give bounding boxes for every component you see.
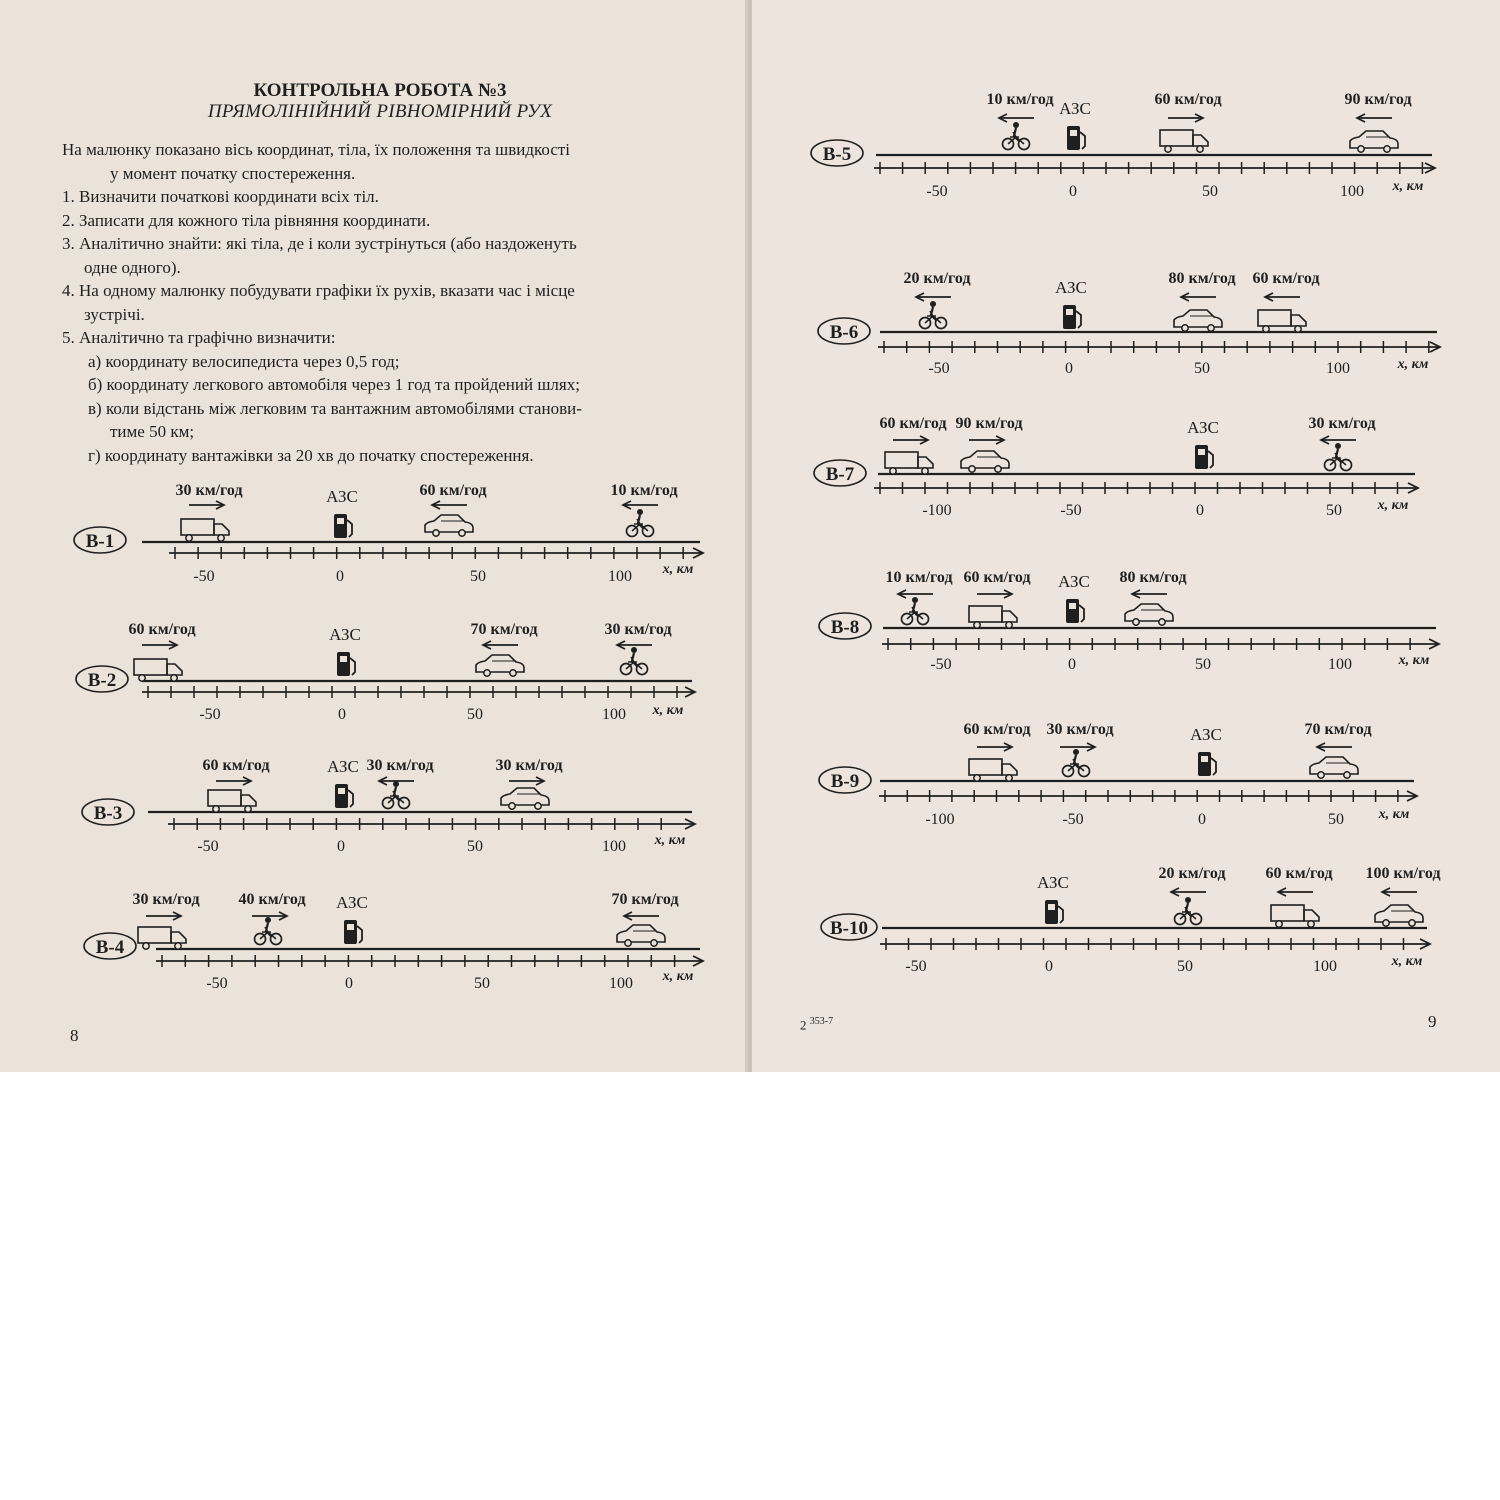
variant-label: В-5	[822, 144, 852, 165]
speed-label: 90 км/год	[1344, 91, 1412, 108]
car-icon	[1350, 131, 1398, 152]
task-5c-line-2: тиме 50 км;	[110, 422, 195, 441]
task-5b: б) координату легкового автомобіля через 1 год та пройдений шлях;	[88, 375, 580, 394]
axis-tick-label: 0	[1068, 656, 1076, 673]
gas-station-label: АЗС	[1190, 725, 1222, 744]
car-icon	[501, 788, 549, 809]
speed-label: 30 км/год	[1308, 415, 1376, 432]
gas-pump-icon	[334, 514, 352, 538]
truck-icon	[969, 606, 1017, 628]
axis-tick-label: -50	[928, 360, 950, 377]
speed-label: 20 км/год	[903, 270, 971, 287]
speed-label: 70 км/год	[1304, 721, 1372, 738]
gas-station-label: АЗС	[1187, 418, 1219, 437]
axis-tick-label: -50	[206, 975, 228, 992]
speed-label: 30 км/год	[495, 757, 563, 774]
axis-tick-label: 100	[602, 706, 626, 723]
gas-pump-icon	[1063, 305, 1081, 329]
axis-tick-label: 100	[602, 838, 626, 855]
gas-pump-icon	[337, 652, 355, 676]
axis-tick-label: 0	[1196, 502, 1204, 519]
axis-tick-label: 50	[474, 975, 490, 992]
axis-tick-label: 0	[1045, 958, 1053, 975]
gas-pump-icon	[1198, 752, 1216, 776]
speed-label: 60 км/год	[202, 757, 270, 774]
truck-icon	[969, 759, 1017, 781]
axis-tick-label: 50	[1328, 811, 1344, 828]
speed-label: 60 км/год	[419, 482, 487, 499]
variant-label: В-2	[87, 670, 117, 691]
axis-tick-label: -50	[905, 958, 927, 975]
bicycle-icon	[1003, 122, 1030, 150]
bicycle-icon	[255, 917, 282, 945]
truck-icon	[181, 519, 229, 541]
speed-label: 30 км/год	[175, 482, 243, 499]
variant-figure-9	[819, 721, 1417, 828]
speed-label: 60 км/год	[963, 721, 1031, 738]
variant-figure-7	[814, 415, 1418, 519]
bicycle-icon	[1175, 897, 1202, 925]
axis-tick-label: 50	[1202, 183, 1218, 200]
truck-icon	[1160, 130, 1208, 152]
speed-label: 60 км/год	[1154, 91, 1222, 108]
car-icon	[617, 925, 665, 946]
axis-tick-label: 0	[1198, 811, 1206, 828]
axis-tick-label: 0	[338, 706, 346, 723]
bicycle-icon	[1063, 749, 1090, 777]
task-3-line-1: 3. Аналітично знайти: які тіла, де і коли зустрінуться (або наздоженуть	[62, 234, 577, 253]
gas-pump-icon	[1195, 445, 1213, 469]
variant-label: В-9	[830, 771, 860, 792]
axis-tick-label: -50	[1060, 502, 1082, 519]
axis-tick-label: 50	[1194, 360, 1210, 377]
axis-tick-label: -50	[926, 183, 948, 200]
variant-label: В-1	[85, 531, 115, 552]
gas-station-label: АЗС	[1037, 873, 1069, 892]
signature-code: 353-7	[809, 1016, 834, 1027]
bicycle-icon	[627, 509, 654, 537]
speed-label: 80 км/год	[1119, 569, 1187, 586]
gas-pump-icon	[1045, 900, 1063, 924]
axis-tick-label: -100	[925, 811, 955, 828]
axis-tick-label: 0	[337, 838, 345, 855]
axis-tick-label: 100	[609, 975, 633, 992]
speed-label: 30 км/год	[132, 891, 200, 908]
axis-tick-label: -100	[922, 502, 952, 519]
intro-line-2: у момент початку спостереження.	[110, 163, 356, 183]
speed-label: 10 км/год	[885, 569, 953, 586]
page-subtitle: ПРЯМОЛІНІЙНИЙ РІВНОМІРНИЙ РУХ	[207, 101, 553, 122]
task-4-line-2: зустрічі.	[84, 304, 145, 324]
gas-station-label: АЗС	[326, 487, 358, 506]
task-2: 2. Записати для кожного тіла рівняння координати.	[62, 210, 431, 230]
intro-line-1: На малюнку показано вісь координат, тіла, їх положення та швидкості	[62, 140, 571, 159]
gas-station-label: АЗС	[1059, 99, 1091, 118]
speed-label: 20 км/год	[1158, 865, 1226, 882]
axis-unit-label: х, км	[662, 562, 694, 577]
variant-label: В-7	[825, 464, 855, 485]
gas-pump-icon	[1066, 599, 1084, 623]
task-5d: г) координату вантажівки за 20 хв до початку спостереження.	[88, 445, 534, 465]
task-1: 1. Визначити початкові координати всіх тіл.	[62, 187, 379, 206]
axis-tick-label: 100	[1328, 656, 1352, 673]
bicycle-icon	[1325, 443, 1352, 471]
task-4-line-1: 4. На одному малюнку побудувати графіки їх рухів, вказати час і місце	[62, 281, 575, 300]
bicycle-icon	[920, 301, 947, 329]
car-icon	[1174, 310, 1222, 331]
axis-tick-label: -50	[193, 568, 215, 585]
variant-label: В-8	[830, 617, 860, 638]
truck-icon	[1258, 310, 1306, 332]
axis-unit-label: х, км	[1392, 179, 1424, 194]
axis-unit-label: х, км	[1377, 498, 1409, 513]
variant-figure-10	[821, 865, 1441, 975]
speed-label: 60 км/год	[128, 621, 196, 638]
axis-unit-label: х, км	[1391, 954, 1423, 969]
axis-tick-label: 50	[1177, 958, 1193, 975]
speed-label: 70 км/год	[611, 891, 679, 908]
axis-tick-label: 50	[1195, 656, 1211, 673]
variant-figure-3	[82, 757, 695, 855]
truck-icon	[1271, 905, 1319, 927]
speed-label: 60 км/год	[1265, 865, 1333, 882]
signature-number: 2	[800, 1017, 807, 1033]
axis-tick-label: 0	[1069, 183, 1077, 200]
axis-tick-label: 100	[1313, 958, 1337, 975]
gas-station-label: АЗС	[329, 625, 361, 644]
task-5c-line-1: в) коли відстань між легковим та вантажним автомобілями станови-	[88, 398, 582, 418]
axis-tick-label: -50	[930, 656, 952, 673]
car-icon	[1310, 757, 1358, 778]
axis-unit-label: х, км	[654, 833, 686, 848]
speed-label: 60 км/год	[963, 569, 1031, 586]
axis-unit-label: х, км	[662, 969, 694, 984]
variant-label: В-10	[830, 918, 868, 939]
speed-label: 30 км/год	[1046, 721, 1114, 738]
axis-tick-label: -50	[199, 706, 221, 723]
speed-label: 60 км/год	[879, 415, 947, 432]
speed-label: 60 км/год	[1252, 270, 1320, 287]
axis-unit-label: х, км	[1378, 807, 1410, 822]
variant-figure-5	[811, 91, 1435, 200]
speed-label: 40 км/год	[238, 891, 306, 908]
car-icon	[961, 451, 1009, 472]
bicycle-icon	[902, 597, 929, 625]
gas-station-label: АЗС	[327, 757, 359, 776]
variant-figure-6	[818, 270, 1440, 377]
page-title: КОНТРОЛЬНА РОБОТА №3	[253, 80, 507, 101]
variant-label: В-4	[95, 937, 125, 958]
truck-icon	[138, 927, 186, 949]
gas-station-label: АЗС	[336, 893, 368, 912]
axis-unit-label: х, км	[1398, 653, 1430, 668]
axis-unit-label: х, км	[1397, 357, 1429, 372]
axis-tick-label: -50	[1062, 811, 1084, 828]
task-3-line-2: одне одного).	[84, 257, 181, 277]
task-5a: а) координату велосипедиста через 0,5 год;	[88, 351, 400, 371]
car-icon	[476, 655, 524, 676]
variant-label: В-6	[829, 322, 859, 343]
axis-tick-label: 100	[1326, 360, 1350, 377]
variant-figure-8	[819, 569, 1439, 673]
car-icon	[1375, 905, 1423, 926]
speed-label: 30 км/год	[604, 621, 672, 638]
truck-icon	[885, 452, 933, 474]
car-icon	[1125, 604, 1173, 625]
variant-figure-1	[74, 482, 703, 585]
axis-tick-label: -50	[197, 838, 219, 855]
axis-tick-label: 100	[1340, 183, 1364, 200]
gas-station-label: АЗС	[1055, 278, 1087, 297]
axis-tick-label: 100	[608, 568, 632, 585]
truck-icon	[134, 659, 182, 681]
speed-label: 90 км/год	[955, 415, 1023, 432]
page-number-right: 9	[1428, 1012, 1437, 1031]
speed-label: 30 км/год	[366, 757, 434, 774]
bicycle-icon	[621, 647, 648, 675]
variant-figure-2	[76, 621, 695, 723]
axis-tick-label: 0	[1065, 360, 1073, 377]
gas-station-label: АЗС	[1058, 572, 1090, 591]
gas-pump-icon	[1067, 126, 1085, 150]
task-5: 5. Аналітично та графічно визначити:	[62, 328, 336, 347]
car-icon	[425, 515, 473, 536]
axis-tick-label: 50	[1326, 502, 1342, 519]
axis-tick-label: 0	[336, 568, 344, 585]
speed-label: 10 км/год	[610, 482, 678, 499]
variant-label: В-3	[93, 803, 123, 824]
axis-tick-label: 50	[467, 838, 483, 855]
speed-label: 10 км/год	[986, 91, 1054, 108]
axis-tick-label: 50	[470, 568, 486, 585]
page-number-left: 8	[70, 1026, 79, 1045]
speed-label: 100 км/год	[1365, 865, 1441, 882]
gas-pump-icon	[335, 784, 353, 808]
axis-tick-label: 0	[345, 975, 353, 992]
axis-tick-label: 50	[467, 706, 483, 723]
truck-icon	[208, 790, 256, 812]
gas-pump-icon	[344, 920, 362, 944]
speed-label: 70 км/год	[470, 621, 538, 638]
variant-figure-4	[84, 891, 703, 992]
axis-unit-label: х, км	[652, 703, 684, 718]
speed-label: 80 км/год	[1168, 270, 1236, 287]
